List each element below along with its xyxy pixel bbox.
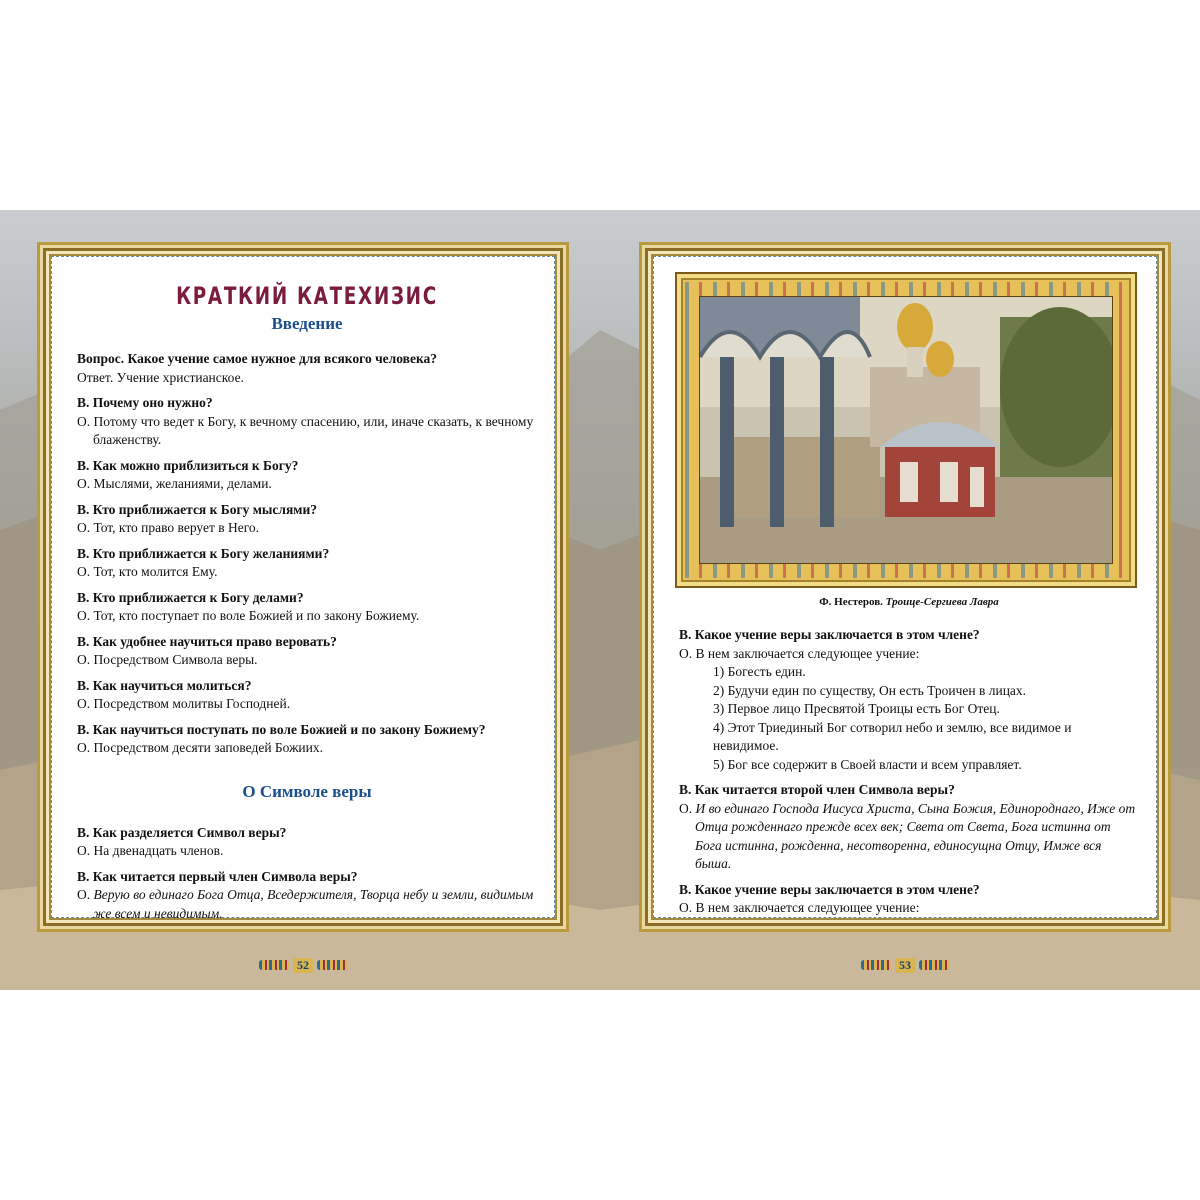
page-number: 52 — [293, 958, 313, 973]
answer: О. На двенадцать членов. — [77, 843, 224, 858]
question: В. Как можно приблизиться к Богу? — [77, 457, 299, 473]
right-page-content — [679, 626, 1139, 925]
answer: О. Потому что ведет к Богу, к вечному спасению, или, иначе сказать, к вечному блаженству. — [77, 413, 534, 447]
page-number-right — [845, 955, 965, 975]
question: В. Кто приближается к Богу мыслями? — [77, 501, 318, 517]
page-number-left — [243, 955, 363, 975]
question: В. Как читается первый член Символа веры? — [77, 868, 358, 884]
creed-text: Верую во единаго Бога Отца, Вседержителя, Творца небу и земли, видимым же всем и невидимым. — [93, 887, 534, 921]
painting-caption — [679, 596, 1139, 608]
qa-item — [679, 881, 1139, 918]
answer: Ответ. Учение христианское. — [77, 369, 244, 385]
question: В. Как читается второй член Символа веры? — [679, 782, 955, 797]
question: В. Как научиться поступать по воле Божией и по закону Божиему? — [77, 721, 486, 737]
qa-item — [679, 781, 1139, 874]
question: В. Кто приближается к Богу делами? — [77, 589, 304, 605]
creed-heading: О Символе веры — [242, 781, 372, 801]
answer: О. В нем заключается следующее учение: — [679, 645, 920, 661]
answer-prefix: О. — [679, 800, 696, 816]
qa-item — [77, 394, 537, 450]
answer — [679, 800, 1139, 874]
right-page — [639, 242, 1171, 932]
list-item: 3) Первое лицо Пресвятой Троицы есть Бог Отец. — [713, 701, 1000, 716]
question: В. Почему оно нужно? — [77, 395, 213, 410]
qa-item — [77, 350, 537, 387]
caption-title: Троице-Сергиева Лавра — [885, 596, 999, 608]
caption-author: Ф. Нестеров. — [819, 596, 883, 608]
left-page — [37, 242, 569, 932]
ornament-icon — [259, 960, 289, 970]
left-page-content — [77, 282, 537, 930]
qa-item — [77, 633, 537, 670]
question: В. Кто приближается к Богу желаниями? — [77, 545, 330, 561]
ornament-icon — [317, 960, 347, 970]
list-item: 4) Этот Триединый Бог сотворил небо и землю, все видимое и невидимое. — [713, 719, 1072, 753]
qa-item — [77, 721, 537, 758]
page-number: 53 — [895, 958, 915, 973]
qa-item — [77, 501, 537, 538]
answer: О. Посредством Символа веры. — [77, 652, 258, 667]
answer: О. Посредством молитвы Господней. — [77, 696, 291, 711]
list-item: 5) Бог все содержит в Своей власти и всем управляет. — [713, 756, 1022, 772]
qa-item — [77, 824, 537, 861]
question: В. Как разделяется Символ веры? — [77, 824, 287, 840]
qa-item — [679, 626, 1139, 663]
qa-item — [77, 545, 537, 582]
qa-item — [77, 457, 537, 494]
list-item: 2) Будучи един по существу, Он есть Троичен в лицах. — [713, 682, 1027, 698]
painting-image — [699, 296, 1113, 564]
question: В. Какое учение веры заключается в этом члене? — [679, 627, 980, 642]
answer-prefix: О. — [77, 887, 94, 902]
ornament-icon — [919, 960, 949, 970]
answer: О. Мыслями, желаниями, делами. — [77, 476, 272, 491]
answer: О. Тот, кто поступает по воле Божией и по закону Божиему. — [77, 608, 420, 623]
qa-item — [77, 677, 537, 714]
answer: О. Тот, кто право верует в Него. — [77, 520, 260, 535]
intro-heading: Введение — [271, 314, 343, 333]
catechism-title: КРАТКИЙ КАТЕХИЗИС — [176, 282, 438, 310]
question: Вопрос. Какое учение самое нужное для всякого человека? — [77, 351, 438, 366]
book-spread — [0, 210, 1200, 990]
question: В. Какое учение веры заключается в этом члене? — [679, 881, 980, 897]
answer: О. Тот, кто молится Ему. — [77, 564, 218, 579]
creed-text: И во единаго Господа Иисуса Христа, Сына Божия, Единороднаго, Иже от Отца рожденнаго прежде всех век; Света от Света, Бога истинна от Бога истинна, рожденна, несотворенна, единосущна Отцу, Имже вся быша. — [695, 800, 1136, 871]
painting-frame — [675, 272, 1137, 588]
qa-item — [77, 589, 537, 626]
question: В. Как удобнее научиться право веровать? — [77, 633, 337, 649]
ornament-icon — [861, 960, 891, 970]
qa-item — [77, 868, 537, 924]
list-item: 1) Богесть един. — [713, 664, 806, 679]
question: В. Как научиться молиться? — [77, 677, 252, 693]
answer: О. В нем заключается следующее учение: — [679, 900, 920, 915]
answer — [77, 886, 537, 923]
answer: О. Посредством десяти заповедей Божиих. — [77, 740, 323, 755]
